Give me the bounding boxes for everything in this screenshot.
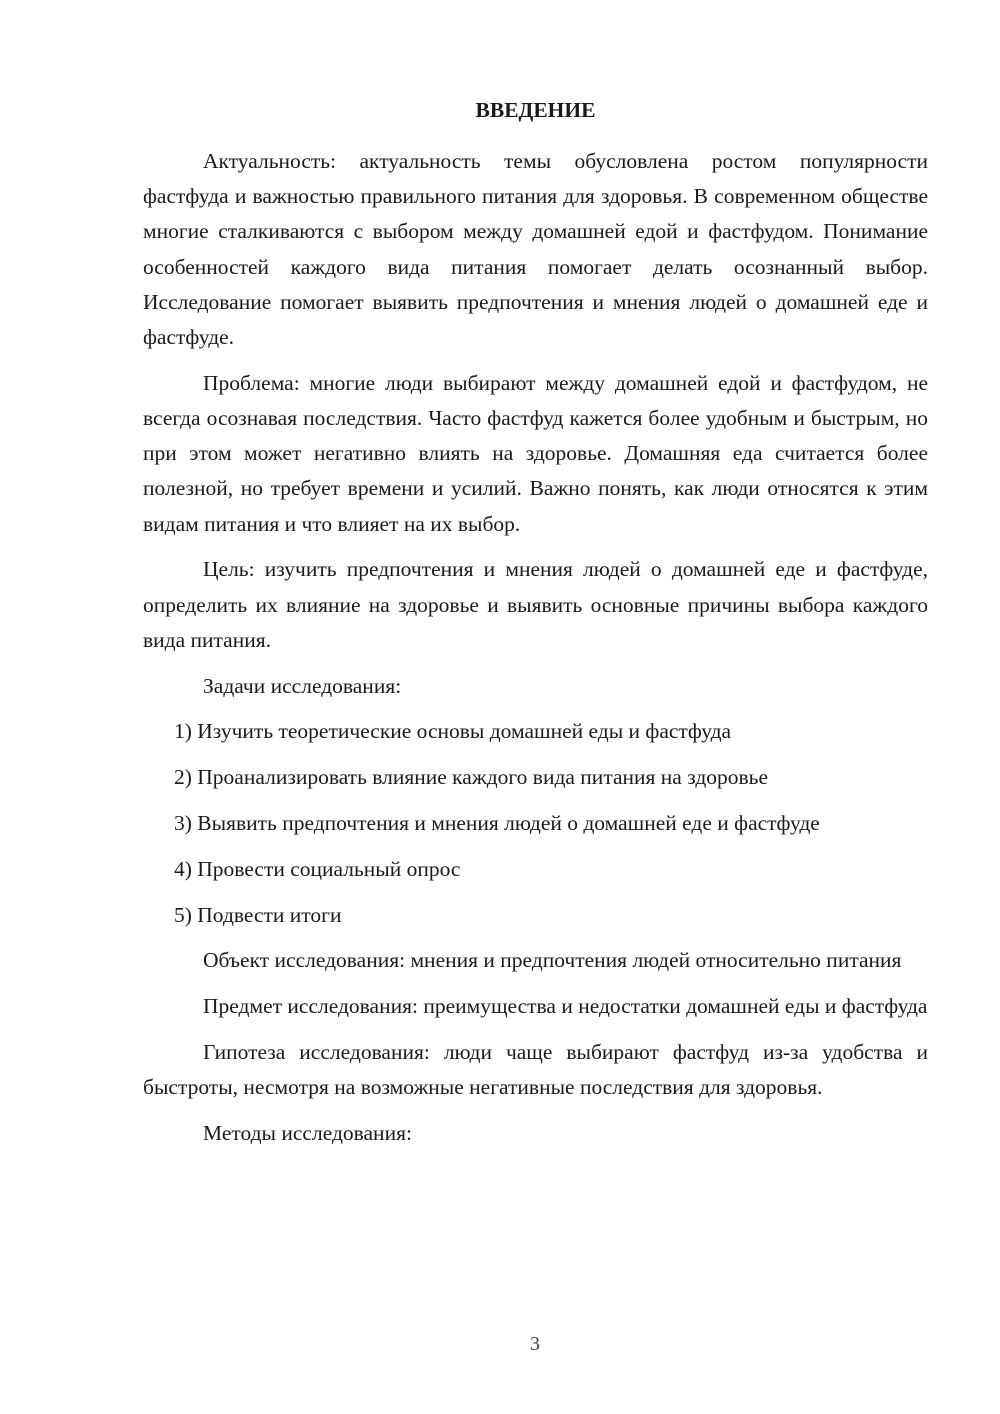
tasks-list: [143, 714, 928, 932]
hypothesis-paragraph: Гипотеза исследования: люди чаще выбирают фастфуд из-за удобства и быстроты, несмотря на возможные негативные последствия для здоровья.: [143, 1040, 928, 1100]
task-item: 3) Выявить предпочтения и мнения людей о домашней еде и фастфуде: [174, 811, 820, 836]
task-item: 4) Провести социальный опрос: [174, 856, 461, 881]
page-title: ВВЕДЕНИЕ: [475, 98, 596, 122]
relevance-paragraph: Актуальность: актуальность темы обусловлена ростом популярности фастфуда и важностью правильного питания для здоровья. В современном обществе многие сталкиваются с выбором между домашней едой и фастфудом. Понимание особенностей каждого вида питания помогает делать осознанный выбор. Исследование помогает выявить предпочтения и мнения людей о домашней еде и фастфуде.: [143, 149, 928, 350]
problem-paragraph: Проблема: многие люди выбирают между домашней едой и фастфудом, не всегда осознавая последствия. Часто фастфуд кажется более удобным и быстрым, но при этом может негативно влиять на здоровье. Домашняя еда считается более полезной, но требует времени и усилий. Важно понять, как люди относятся к этим видам питания и что влияет на их выбор.: [143, 370, 928, 536]
task-item: 2) Проанализировать влияние каждого вида питания на здоровье: [174, 765, 769, 790]
subject-paragraph: Предмет исследования: преимущества и недостатки домашней еды и фастфуда: [203, 994, 928, 1019]
task-item: 5) Подвести итоги: [174, 902, 342, 927]
page-number: 3: [530, 1333, 540, 1355]
methods-heading: Методы исследования:: [203, 1121, 412, 1145]
document-page: [143, 94, 928, 1162]
goal-paragraph: Цель: изучить предпочтения и мнения людей о домашней еде и фастфуде, определить их влияние на здоровье и выявить основные причины выбора каждого вида питания.: [143, 557, 928, 652]
tasks-heading: Задачи исследования:: [203, 673, 402, 698]
object-paragraph: Объект исследования: мнения и предпочтения людей относительно питания: [203, 948, 902, 973]
task-item: 1) Изучить теоретические основы домашней еды и фастфуда: [174, 719, 732, 744]
